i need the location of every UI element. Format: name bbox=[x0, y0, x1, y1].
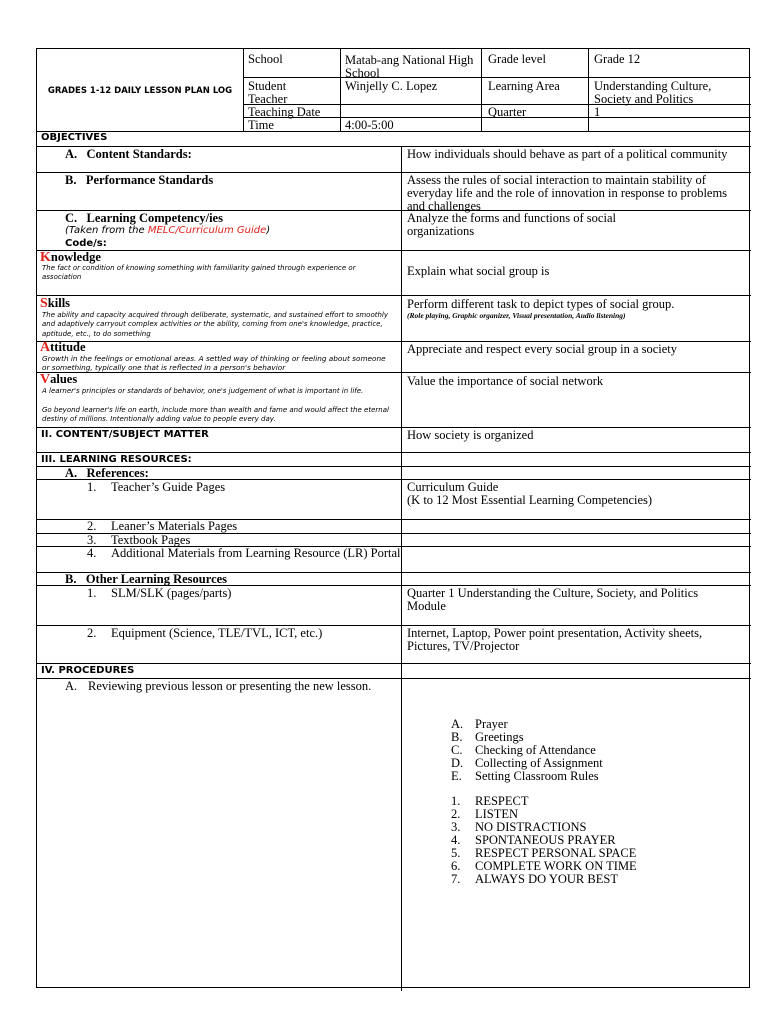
review-label: Reviewing previous lesson or presenting the new lesson. bbox=[88, 679, 372, 693]
teaching-date-label: Teaching Date bbox=[248, 105, 321, 119]
slm-marker: 1. bbox=[87, 586, 97, 600]
knowledge-label bbox=[40, 251, 101, 264]
routine-list bbox=[451, 718, 603, 783]
header-col-line bbox=[481, 49, 482, 131]
row-line bbox=[37, 131, 751, 132]
quarter-label: Quarter bbox=[488, 105, 527, 119]
performance-standards-value: Assess the rules of social interaction to maintain stability of everyday life and the role of innovation in response to problems and challenges bbox=[407, 173, 728, 213]
list-marker: E. bbox=[451, 769, 462, 783]
row-line bbox=[37, 250, 751, 251]
list-marker: C. bbox=[451, 743, 463, 757]
competency-source-prefix: (Taken from the bbox=[65, 225, 148, 236]
grade-level-label: Grade level bbox=[488, 52, 546, 66]
list-text: RESPECT PERSONAL SPACE bbox=[475, 846, 637, 860]
skills-label bbox=[40, 297, 70, 310]
skills-rest: kills bbox=[47, 296, 71, 310]
list-text: Setting Classroom Rules bbox=[475, 769, 599, 783]
content-value: How society is organized bbox=[407, 428, 534, 442]
skills-description: The ability and capacity acquired through deliberate, systematic, and sustained effort to smoothly and adaptively carryout complex activities or the ability, coming from one's knowledge, practice, aptitude, etc., to do something bbox=[42, 311, 388, 338]
attitude-label bbox=[40, 341, 86, 354]
list-marker: D. bbox=[451, 756, 464, 770]
competency-label: C. Learning Competency/ies bbox=[65, 211, 223, 225]
attitude-value: Appreciate and respect every social group in a society bbox=[407, 342, 678, 356]
values-value: Value the importance of social network bbox=[407, 374, 604, 388]
values-description-1: A learner's principles or standards of behavior, one's judgement of what is important in life. bbox=[42, 387, 364, 395]
performance-standards-label: B. Performance Standards bbox=[65, 173, 214, 187]
row-line bbox=[37, 452, 751, 453]
list-marker: 4. bbox=[451, 833, 461, 847]
resources-heading: III. LEARNING RESOURCES: bbox=[41, 454, 192, 465]
learning-area-label: Learning Area bbox=[488, 79, 560, 93]
list-marker: 1. bbox=[451, 794, 461, 808]
equipment-marker: 2. bbox=[87, 626, 97, 640]
student-teacher-value: Winjelly C. Lopez bbox=[345, 79, 438, 93]
header-row-line bbox=[243, 77, 751, 78]
skills-value: Perform different task to depict types of social group. bbox=[407, 297, 675, 311]
school-label: School bbox=[248, 52, 283, 66]
competency-source bbox=[65, 225, 270, 237]
additional-materials-label: Additional Materials from Learning Resource (LR) Portal bbox=[111, 546, 401, 560]
list-marker: 5. bbox=[451, 846, 461, 860]
list-marker: 3. bbox=[451, 820, 461, 834]
list-text: SPONTANEOUS PRAYER bbox=[475, 833, 616, 847]
page-title: GRADES 1-12 DAILY LESSON PLAN LOG bbox=[47, 86, 233, 96]
teachers-guide-value-2: (K to 12 Most Essential Learning Competencies) bbox=[407, 493, 653, 507]
textbook-label: Textbook Pages bbox=[111, 533, 191, 547]
knowledge-value: Explain what social group is bbox=[407, 264, 550, 278]
list-item bbox=[451, 718, 603, 731]
skills-initial: S bbox=[40, 296, 48, 311]
content-standards-value: How individuals should behave as part of a political community bbox=[407, 147, 728, 161]
slm-label: SLM/SLK (pages/parts) bbox=[111, 586, 232, 600]
references-label: A. References: bbox=[65, 466, 149, 480]
equipment-value: Internet, Laptop, Power point presentation, Activity sheets, Pictures, TV/Projector bbox=[407, 626, 703, 653]
list-text: Checking of Attendance bbox=[475, 743, 596, 757]
row-line bbox=[37, 295, 751, 296]
values-label bbox=[40, 373, 77, 386]
row-line bbox=[37, 427, 751, 428]
teachers-guide-marker: 1. bbox=[87, 480, 97, 494]
grade-level-value: Grade 12 bbox=[594, 52, 641, 66]
other-resources-label: B. Other Learning Resources bbox=[65, 572, 228, 586]
competency-source-link: MELC/Curriculum Guide bbox=[147, 225, 267, 236]
header-col-line bbox=[588, 49, 589, 131]
slm-value: Quarter 1 Understanding the Culture, Society, and Politics Module bbox=[407, 586, 699, 613]
knowledge-description: The fact or condition of knowing something with familiarity gained through experience or association bbox=[42, 264, 356, 282]
list-text: COMPLETE WORK ON TIME bbox=[475, 859, 637, 873]
row-line bbox=[37, 663, 751, 664]
header-col-line bbox=[340, 49, 341, 131]
classroom-rules-list bbox=[451, 795, 637, 886]
quarter-value: 1 bbox=[594, 105, 601, 119]
list-marker: 6. bbox=[451, 859, 461, 873]
attitude-initial: A bbox=[40, 340, 51, 355]
content-standards-label: A. Content Standards: bbox=[65, 147, 192, 161]
learners-materials-label: Leaner’s Materials Pages bbox=[111, 519, 238, 533]
student-teacher-label: Student Teacher bbox=[248, 79, 288, 106]
time-label: Time bbox=[248, 118, 274, 132]
header-divider bbox=[243, 49, 244, 131]
attitude-description: Growth in the feelings or emotional areas. A settled way of thinking or feeling about someone or something, typically one that is reflected in a person's behavior bbox=[42, 354, 386, 373]
list-item bbox=[451, 873, 637, 886]
attitude-rest: ttitude bbox=[50, 340, 86, 354]
list-text: Prayer bbox=[475, 717, 508, 731]
learners-materials-marker: 2. bbox=[87, 519, 97, 533]
review-marker: A. bbox=[65, 679, 78, 693]
main-column-divider bbox=[401, 146, 402, 991]
list-marker: 2. bbox=[451, 807, 461, 821]
list-text: Greetings bbox=[475, 730, 524, 744]
knowledge-initial: K bbox=[40, 250, 51, 265]
time-value: 4:00-5:00 bbox=[345, 118, 394, 132]
procedures-heading: IV. PROCEDURES bbox=[41, 665, 135, 676]
skills-note: (Role playing, Graphic organizer, Visual presentation, Audio listening) bbox=[407, 311, 626, 320]
list-marker: A. bbox=[451, 717, 464, 731]
textbook-marker: 3. bbox=[87, 533, 97, 547]
values-description-2: Go beyond learner's life on earth, include more than wealth and fame and would affect the eternal destiny of millions. Intentionally adding value to people every day. bbox=[42, 406, 389, 424]
list-text: RESPECT bbox=[475, 794, 529, 808]
competency-value: Analyze the forms and functions of social organizations bbox=[407, 211, 616, 238]
teachers-guide-label: Teacher’s Guide Pages bbox=[111, 480, 226, 494]
content-heading: II. CONTENT/SUBJECT MATTER bbox=[41, 429, 209, 440]
values-initial: V bbox=[40, 372, 51, 387]
list-text: Collecting of Assignment bbox=[475, 756, 603, 770]
list-marker: B. bbox=[451, 730, 463, 744]
list-marker: 7. bbox=[451, 872, 461, 886]
row-line bbox=[37, 372, 751, 373]
additional-materials-marker: 4. bbox=[87, 546, 97, 560]
competency-source-suffix: ) bbox=[266, 225, 271, 236]
school-value: Matab-ang National High School bbox=[345, 53, 474, 80]
competency-code-label: Code/s: bbox=[65, 238, 107, 249]
knowledge-rest: nowledge bbox=[50, 250, 101, 264]
equipment-label: Equipment (Science, TLE/TVL, ICT, etc.) bbox=[111, 626, 323, 640]
list-item bbox=[451, 770, 603, 783]
list-text: NO DISTRACTIONS bbox=[475, 820, 587, 834]
learning-area-value: Understanding Culture, Society and Politics bbox=[594, 79, 712, 106]
lesson-plan-page bbox=[36, 48, 750, 988]
teachers-guide-value-1: Curriculum Guide bbox=[407, 480, 499, 494]
list-text: ALWAYS DO YOUR BEST bbox=[475, 872, 618, 886]
values-rest: alues bbox=[50, 372, 78, 386]
list-text: LISTEN bbox=[475, 807, 519, 821]
objectives-heading: OBJECTIVES bbox=[41, 132, 108, 143]
